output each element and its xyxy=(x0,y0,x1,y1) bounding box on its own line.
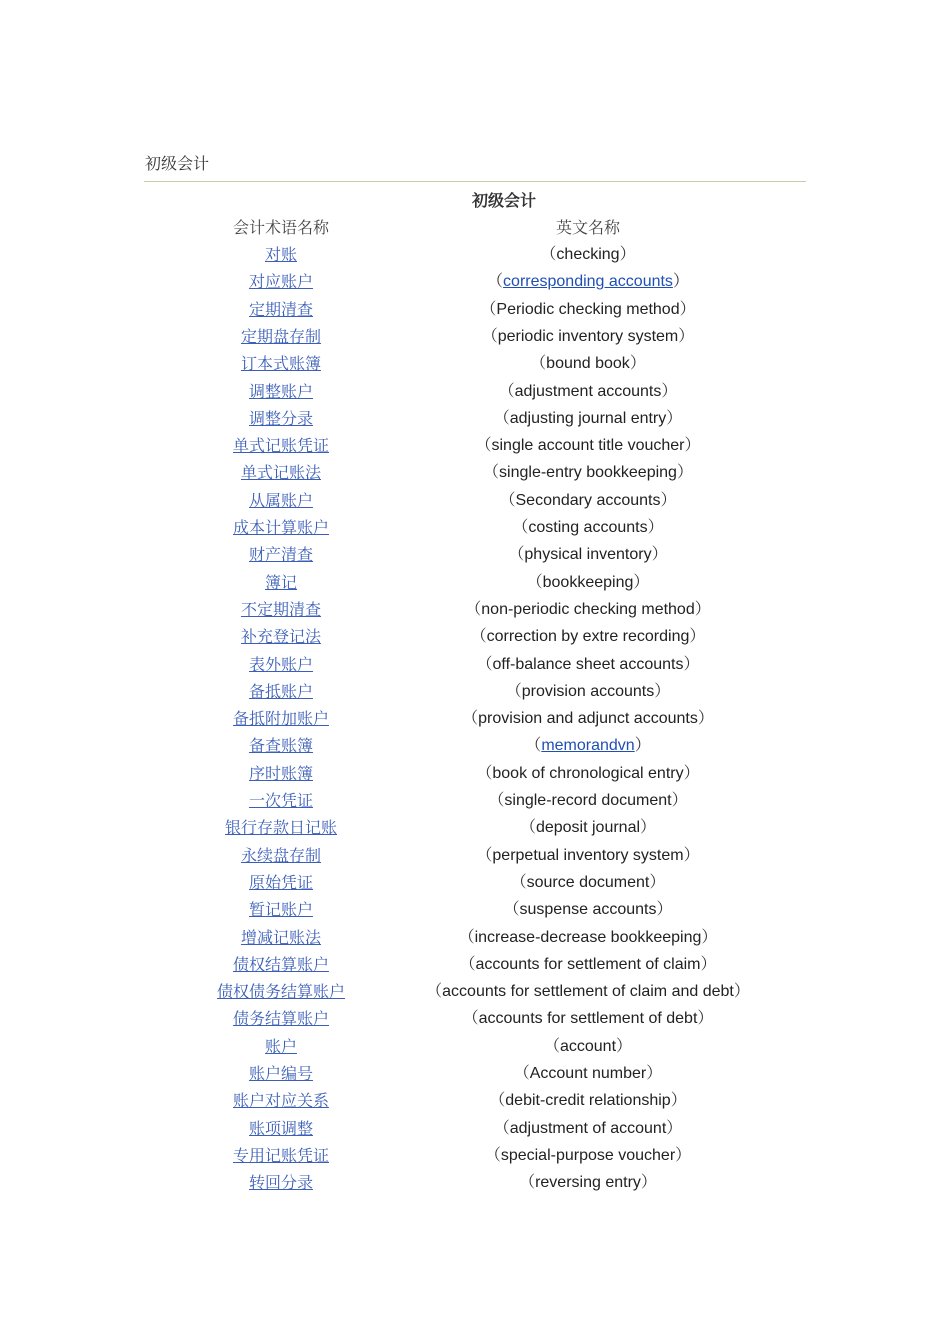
chinese-term-cell xyxy=(181,597,381,623)
table-row xyxy=(0,433,950,460)
english-name-cell: （accounts for settlement of debt） xyxy=(462,1010,714,1028)
english-name-cell: （accounts for settlement of claim and debt） xyxy=(426,983,750,1001)
english-name-text: adjustment of account xyxy=(509,1119,667,1137)
chinese-term-cell xyxy=(181,297,381,323)
chinese-term-link[interactable]: 从属账户 xyxy=(248,490,313,510)
english-name-text: checking xyxy=(556,246,620,263)
english-name-text: single account title voucher xyxy=(491,437,685,455)
english-name-text: physical inventory xyxy=(524,546,652,564)
english-name-link[interactable]: corresponding accounts xyxy=(503,273,673,291)
chinese-term-link[interactable]: 序时账簿 xyxy=(248,763,313,783)
chinese-term-cell xyxy=(181,733,381,759)
chinese-term-link[interactable]: 对应账户 xyxy=(248,272,313,292)
chinese-term-cell xyxy=(181,870,381,896)
table-row xyxy=(0,843,950,870)
table-title: 初级会计 xyxy=(471,191,536,210)
english-name-text: periodic inventory system xyxy=(497,327,679,345)
english-name-cell: （costing accounts） xyxy=(512,519,664,536)
table-row xyxy=(0,269,950,296)
chinese-term-link[interactable]: 表外账户 xyxy=(248,654,313,674)
table-row xyxy=(0,297,950,324)
chinese-term-link[interactable]: 债权结算账户 xyxy=(232,954,329,974)
english-name-cell: （single-record document） xyxy=(488,792,688,809)
chinese-term-cell xyxy=(181,1034,381,1060)
table-row xyxy=(0,952,950,979)
chinese-term-link[interactable]: 单式记账凭证 xyxy=(232,436,329,456)
table-row xyxy=(0,679,950,706)
chinese-term-link[interactable]: 对账 xyxy=(264,245,297,264)
table-row xyxy=(0,1088,950,1115)
english-name-cell: （single account title voucher） xyxy=(475,437,701,455)
english-name-cell: （non-periodic checking method） xyxy=(465,600,711,618)
table-row xyxy=(0,652,950,679)
chinese-term-link[interactable]: 一次凭证 xyxy=(248,791,313,810)
chinese-term-cell xyxy=(181,1006,381,1032)
english-name-text: accounts for settlement of claim xyxy=(475,955,701,973)
table-row xyxy=(0,542,950,569)
english-name-cell: （memorandvn） xyxy=(525,737,651,755)
table-row xyxy=(0,624,950,651)
chinese-term-cell xyxy=(181,570,381,596)
chinese-term-cell xyxy=(181,652,381,678)
table-row xyxy=(0,570,950,597)
chinese-term-link[interactable]: 暂记账户 xyxy=(248,900,313,920)
chinese-term-link[interactable]: 银行存款日记账 xyxy=(224,818,337,838)
table-row xyxy=(0,1034,950,1061)
english-name-cell: （bookkeeping） xyxy=(526,573,650,591)
english-name-cell: （off-balance sheet accounts） xyxy=(476,655,700,673)
english-name-text: correction by extre recording xyxy=(486,628,690,646)
table-row xyxy=(0,761,950,788)
chinese-term-link[interactable]: 增减记账法 xyxy=(240,927,321,947)
english-name-cell: （perpetual inventory system） xyxy=(476,846,700,864)
english-name-text: bound book xyxy=(546,355,630,373)
table-row xyxy=(0,815,950,842)
table-row xyxy=(0,324,950,351)
chinese-term-link[interactable]: 账户 xyxy=(264,1036,297,1056)
chinese-term-cell xyxy=(181,815,381,841)
chinese-term-cell xyxy=(181,624,381,650)
english-name-cell: （correction by extre recording） xyxy=(470,628,706,646)
chinese-term-cell xyxy=(181,761,381,787)
english-name-text: increase-decrease bookkeeping xyxy=(474,928,702,946)
english-name-cell: （increase-decrease bookkeeping） xyxy=(458,928,718,946)
english-name-cell: （suspense accounts） xyxy=(503,901,673,919)
chinese-term-link[interactable]: 不定期清查 xyxy=(240,599,321,619)
chinese-term-link[interactable]: 备查账簿 xyxy=(248,736,313,756)
english-name-text: Periodic checking method xyxy=(496,300,680,318)
english-name-cell: （provision and adjunct accounts） xyxy=(462,710,714,728)
document-header-title: 初级会计 xyxy=(145,154,210,173)
english-name-text: single-record document xyxy=(504,792,672,809)
chinese-term-link[interactable]: 簿记 xyxy=(264,572,297,592)
english-name-text: accounts for settlement of claim and debt xyxy=(442,983,734,1001)
table-header-row xyxy=(0,215,950,242)
table-row xyxy=(0,1143,950,1170)
table-row xyxy=(0,460,950,487)
english-name-text: non-periodic checking method xyxy=(481,600,695,618)
header-divider xyxy=(144,181,806,182)
chinese-term-link[interactable]: 账项调整 xyxy=(248,1118,313,1138)
english-name-text: off-balance sheet accounts xyxy=(492,655,684,673)
chinese-term-link[interactable]: 账户编号 xyxy=(248,1064,313,1083)
chinese-term-link[interactable]: 转回分录 xyxy=(248,1173,313,1193)
english-name-cell: （bound book） xyxy=(530,355,646,373)
column-header-chinese-term: 会计术语名称 xyxy=(232,218,329,237)
english-name-text: perpetual inventory system xyxy=(492,846,684,864)
chinese-term-cell xyxy=(181,542,381,568)
english-name-cell: （reversing entry） xyxy=(519,1174,657,1192)
chinese-term-link[interactable]: 备抵附加账户 xyxy=(232,709,329,729)
table-row xyxy=(0,406,950,433)
chinese-term-link[interactable]: 成本计算账户 xyxy=(232,518,329,537)
english-name-cell: （physical inventory） xyxy=(508,546,668,564)
english-name-cell: （adjusting journal entry） xyxy=(493,409,683,427)
english-name-text: Account number xyxy=(529,1065,647,1082)
english-name-text: source document xyxy=(526,873,650,891)
chinese-term-link[interactable]: 原始凭证 xyxy=(248,872,313,892)
chinese-term-cell xyxy=(181,952,381,978)
chinese-term-link[interactable]: 债权债务结算账户 xyxy=(216,982,345,1002)
table-row xyxy=(0,1061,950,1088)
english-name-text: deposit journal xyxy=(535,819,641,837)
chinese-term-cell xyxy=(181,351,381,377)
chinese-term-cell xyxy=(181,379,381,405)
chinese-term-cell xyxy=(181,1143,381,1169)
chinese-term-cell xyxy=(181,979,381,1005)
english-name-text: provision and adjunct accounts xyxy=(478,710,698,728)
table-row xyxy=(0,379,950,406)
english-name-cell: （checking） xyxy=(540,246,636,263)
chinese-term-link[interactable]: 财产清查 xyxy=(248,545,313,565)
table-row xyxy=(0,597,950,624)
chinese-term-link[interactable]: 债务结算账户 xyxy=(232,1009,329,1029)
table-row xyxy=(0,925,950,952)
table-row xyxy=(0,870,950,897)
chinese-term-cell xyxy=(181,515,381,541)
english-name-cell: （adjustment accounts） xyxy=(498,382,678,400)
column-header-english-name: 英文名称 xyxy=(555,218,620,237)
chinese-term-cell xyxy=(181,488,381,514)
english-name-cell: （single-entry bookkeeping） xyxy=(483,464,693,482)
table-row xyxy=(0,733,950,760)
table-row xyxy=(0,1170,950,1197)
chinese-term-link[interactable]: 账户对应关系 xyxy=(232,1091,329,1111)
table-row xyxy=(0,1006,950,1033)
chinese-term-cell xyxy=(181,1170,381,1196)
english-name-text: bookkeeping xyxy=(542,573,634,591)
english-name-text: provision accounts xyxy=(521,682,655,700)
english-name-text: account xyxy=(559,1037,617,1055)
chinese-term-cell xyxy=(181,706,381,732)
english-name-text: adjusting journal entry xyxy=(509,409,667,427)
english-name-cell: （Account number） xyxy=(513,1065,663,1082)
english-name-cell: （book of chronological entry） xyxy=(476,764,700,782)
english-name-text: book of chronological entry xyxy=(492,764,684,782)
english-name-cell: （source document） xyxy=(510,873,666,891)
english-name-text: accounts for settlement of debt xyxy=(478,1010,698,1028)
table-row xyxy=(0,1116,950,1143)
table-row xyxy=(0,979,950,1006)
chinese-term-cell xyxy=(181,788,381,814)
table-row xyxy=(0,788,950,815)
english-name-cell: （Periodic checking method） xyxy=(480,300,696,318)
chinese-term-cell xyxy=(181,925,381,951)
english-name-text: adjustment accounts xyxy=(514,382,662,400)
chinese-term-link[interactable]: 定期清查 xyxy=(248,299,313,319)
chinese-term-cell xyxy=(181,324,381,350)
table-row xyxy=(0,242,950,269)
chinese-term-cell xyxy=(181,460,381,486)
english-name-cell: （corresponding accounts） xyxy=(487,273,689,291)
chinese-term-link[interactable]: 调整分录 xyxy=(248,408,313,428)
chinese-term-cell xyxy=(181,679,381,705)
chinese-term-cell xyxy=(181,242,381,268)
table-row xyxy=(0,488,950,515)
chinese-term-cell xyxy=(181,897,381,923)
chinese-term-cell xyxy=(181,269,381,295)
table-row xyxy=(0,515,950,542)
chinese-term-link[interactable]: 永续盘存制 xyxy=(240,845,321,865)
chinese-term-cell xyxy=(181,843,381,869)
english-name-text: suspense accounts xyxy=(519,901,657,919)
english-name-text: reversing entry xyxy=(535,1174,641,1192)
english-name-cell: （periodic inventory system） xyxy=(481,327,695,345)
english-name-text: single-entry bookkeeping xyxy=(499,464,677,482)
table-row xyxy=(0,351,950,378)
chinese-term-link[interactable]: 调整账户 xyxy=(248,381,313,401)
chinese-term-link[interactable]: 备抵账户 xyxy=(248,681,313,701)
chinese-term-cell xyxy=(181,1061,381,1087)
chinese-term-cell xyxy=(181,406,381,432)
english-name-text: debit-credit relationship xyxy=(505,1092,671,1110)
chinese-term-link[interactable]: 补充登记法 xyxy=(240,627,321,647)
english-name-cell: （special-purpose voucher） xyxy=(484,1146,692,1164)
chinese-term-link[interactable]: 订本式账簿 xyxy=(240,354,321,374)
english-name-link[interactable]: memorandvn xyxy=(541,737,635,755)
english-name-cell: （account） xyxy=(543,1037,633,1055)
english-name-cell: （provision accounts） xyxy=(505,682,671,700)
english-name-cell: （accounts for settlement of claim） xyxy=(459,955,717,973)
english-name-cell: （deposit journal） xyxy=(519,819,657,837)
chinese-term-link[interactable]: 专用记账凭证 xyxy=(232,1145,329,1165)
english-name-cell: （Secondary accounts） xyxy=(499,491,677,509)
chinese-term-cell xyxy=(181,433,381,459)
english-name-cell: （adjustment of account） xyxy=(493,1119,683,1137)
english-name-cell: （debit-credit relationship） xyxy=(489,1092,687,1110)
chinese-term-link[interactable]: 定期盘存制 xyxy=(240,326,321,346)
english-name-text: special-purpose voucher xyxy=(500,1146,676,1164)
english-name-text: Secondary accounts xyxy=(515,491,661,509)
chinese-term-cell xyxy=(181,1116,381,1142)
chinese-term-cell xyxy=(181,1088,381,1114)
table-row xyxy=(0,897,950,924)
table-row xyxy=(0,706,950,733)
english-name-text: costing accounts xyxy=(528,519,648,536)
chinese-term-link[interactable]: 单式记账法 xyxy=(240,463,321,483)
